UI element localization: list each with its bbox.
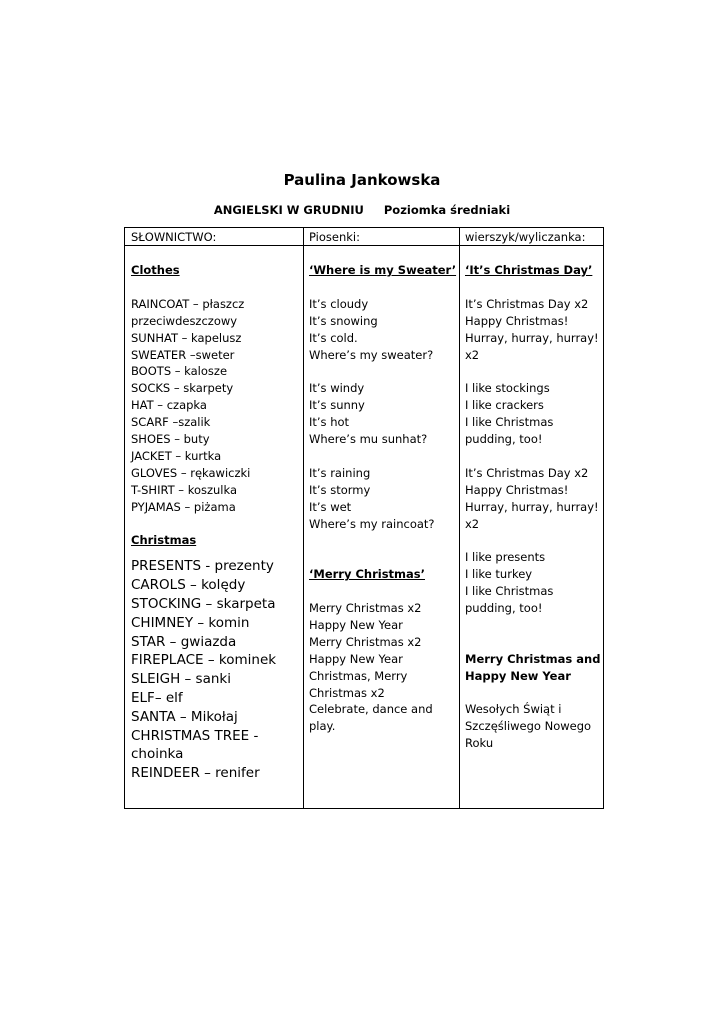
header-divider <box>125 245 603 246</box>
text-line: Celebrate, dance and <box>309 702 433 717</box>
song1-stanza2 <box>309 380 456 448</box>
text-line: Christmas, Merry <box>309 668 408 683</box>
text-line: SUNHAT – kapelusz <box>131 330 242 345</box>
clothes-list <box>131 296 276 516</box>
text-line: SCARF –szalik <box>131 415 211 430</box>
text-line: REINDEER – renifer <box>131 765 260 782</box>
text-line: I like turkey <box>465 567 533 582</box>
text-line: CAROLS – kolędy <box>131 577 246 594</box>
wish-english <box>465 651 600 685</box>
header-songs: Piosenki: <box>309 230 360 244</box>
song2-title: ‘Merry Christmas’ <box>309 567 425 582</box>
text-line: It’s Christmas Day x2 <box>465 465 589 480</box>
text-line: Where’s mu sunhat? <box>309 432 428 447</box>
column-divider <box>459 228 460 808</box>
text-line: It’s raining <box>309 465 371 480</box>
text-line: It’s Christmas Day x2 <box>465 296 589 311</box>
page-title: Paulina Jankowska <box>283 171 441 189</box>
vocab-column <box>131 262 276 783</box>
text-line: I like stockings <box>465 381 550 396</box>
text-line: Happy New Year <box>465 668 571 683</box>
text-line: pudding, too! <box>465 601 543 616</box>
text-line: T-SHIRT – koszulka <box>131 482 237 497</box>
text-line: I like crackers <box>465 398 544 413</box>
text-line: Where’s my sweater? <box>309 347 434 362</box>
text-line: It’s cloudy <box>309 296 369 311</box>
text-line: ELF– elf <box>131 689 183 706</box>
text-line: Merry Christmas and <box>465 651 601 666</box>
column-divider <box>303 228 304 808</box>
text-line: Szczęśliwego Nowego <box>465 719 592 734</box>
text-line: Merry Christmas x2 <box>309 634 422 649</box>
text-line: I like presents <box>465 550 546 565</box>
song1-stanza1 <box>309 296 456 364</box>
text-line: Roku <box>465 736 494 751</box>
text-line: Hurray, hurray, hurray! <box>465 330 599 345</box>
christmas-list <box>131 557 276 783</box>
text-line: SOCKS – skarpety <box>131 381 234 396</box>
text-line: JACKET – kurtka <box>131 448 222 463</box>
song2-lines <box>309 600 456 735</box>
christmas-heading: Christmas <box>131 533 197 548</box>
text-line: RAINCOAT – płaszcz <box>131 296 245 311</box>
song1-stanza3 <box>309 465 456 533</box>
text-line: x2 <box>465 347 480 362</box>
text-line: FIREPLACE – kominek <box>131 652 277 669</box>
subtitle-left: ANGIELSKI W GRUDNIU <box>213 203 364 217</box>
text-line: I like Christmas <box>465 415 554 430</box>
text-line: play. <box>309 719 336 734</box>
text-line: I like Christmas <box>465 584 554 599</box>
text-line: Hurray, hurray, hurray! <box>465 499 599 514</box>
text-line: SHOES – buty <box>131 432 210 447</box>
text-line: przeciwdeszczowy <box>131 313 238 328</box>
text-line: It’s snowing <box>309 313 378 328</box>
text-line: Merry Christmas x2 <box>309 601 422 616</box>
text-line: Where’s my raincoat? <box>309 516 435 531</box>
text-line: GLOVES – rękawiczki <box>131 465 251 480</box>
text-line: It’s cold. <box>309 330 358 345</box>
text-line: It’s hot <box>309 415 350 430</box>
text-line: It’s sunny <box>309 398 365 413</box>
text-line: Wesołych Świąt i <box>465 702 562 717</box>
text-line: Happy New Year <box>309 617 403 632</box>
poem-stanza3 <box>465 465 600 533</box>
text-line: It’s stormy <box>309 482 371 497</box>
header-poem: wierszyk/wyliczanka: <box>465 230 586 244</box>
songs-column <box>309 262 456 735</box>
subtitle <box>0 203 724 217</box>
poem-stanza2 <box>465 380 600 448</box>
text-line: x2 <box>465 516 480 531</box>
wish-polish <box>465 701 600 752</box>
text-line: It’s wet <box>309 499 352 514</box>
text-line: CHRISTMAS TREE - <box>131 727 259 744</box>
text-line: Happy New Year <box>309 651 403 666</box>
text-line: PYJAMAS – piżama <box>131 499 236 514</box>
text-line: pudding, too! <box>465 432 543 447</box>
poem-stanza4 <box>465 549 600 617</box>
text-line: It’s windy <box>309 381 365 396</box>
text-line: Christmas x2 <box>309 685 385 700</box>
poem-stanza1 <box>465 296 600 364</box>
content-table <box>124 227 604 809</box>
text-line: Happy Christmas! <box>465 313 569 328</box>
text-line: Happy Christmas! <box>465 482 569 497</box>
text-line: STOCKING – skarpeta <box>131 595 276 612</box>
header-vocab: SŁOWNICTWO: <box>131 230 217 244</box>
subtitle-right: Poziomka średniaki <box>383 203 511 217</box>
poem-title: ‘It’s Christmas Day’ <box>465 263 593 277</box>
text-line: choinka <box>131 746 184 763</box>
text-line: SWEATER –sweter <box>131 347 235 362</box>
song1-title: ‘Where is my Sweater’ <box>309 263 457 277</box>
text-line: CHIMNEY – komin <box>131 614 250 631</box>
clothes-heading: Clothes <box>131 263 180 277</box>
poem-column <box>465 262 600 752</box>
text-line: SLEIGH – sanki <box>131 671 231 688</box>
text-line: BOOTS – kalosze <box>131 364 228 379</box>
text-line: PRESENTS - prezenty <box>131 558 274 575</box>
text-line: HAT – czapka <box>131 398 207 413</box>
text-line: SANTA – Mikołaj <box>131 708 238 725</box>
text-line: STAR – gwiazda <box>131 633 237 650</box>
